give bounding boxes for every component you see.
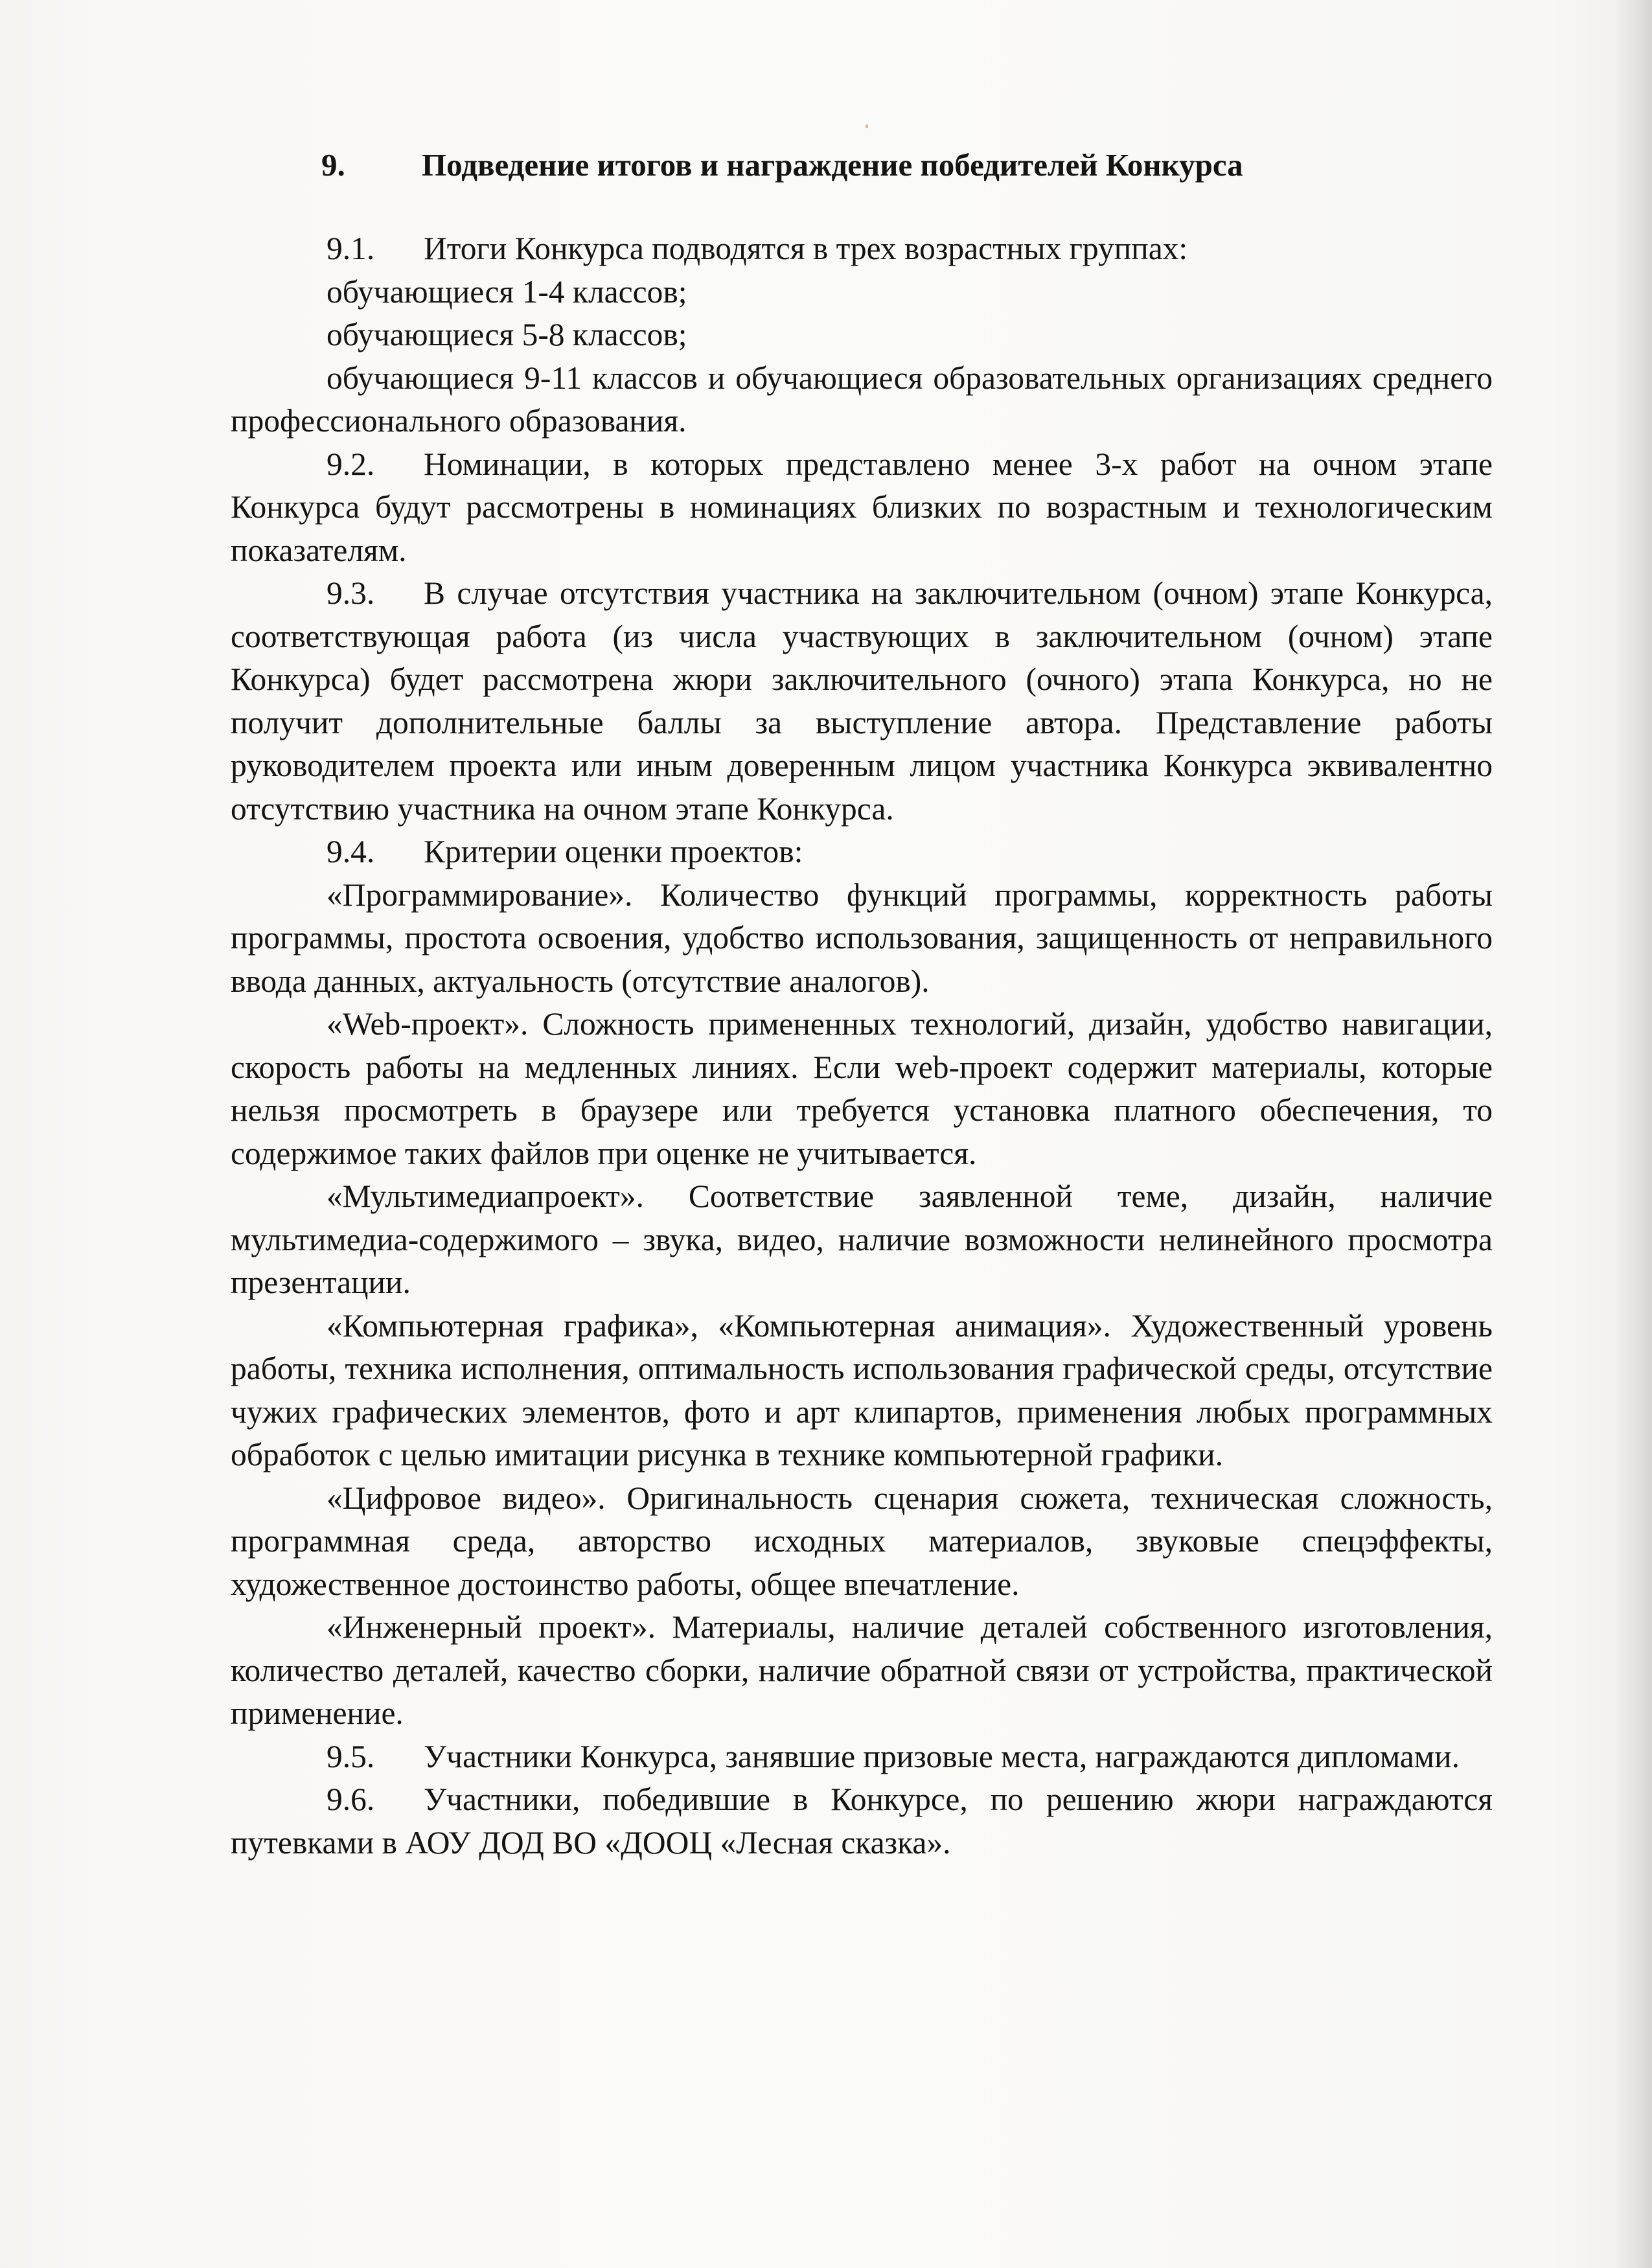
clause-9-4 <box>231 830 1493 874</box>
clause-number: 9.5. <box>327 1738 375 1774</box>
clause-9-6 <box>231 1778 1493 1864</box>
criteria-digital-video: «Цифровое видео». Оригинальность сценария сюжета, техническая сложность, программная среда, авторство исходных материалов, звуковые спецэффекты, художественное достоинство работы, общее впечатление. <box>231 1480 1493 1602</box>
clause-text: Итоги Конкурса подводятся в трех возрастных группах: <box>424 231 1188 266</box>
criteria-multimedia: «Мультимедиапроект». Соответствие заявленной теме, дизайн, наличие мультимедиа-содержимого – звука, видео, наличие возможности нелинейного просмотра презентации. <box>231 1178 1493 1300</box>
clause-text: Участники, победившие в Конкурсе, по решению жюри награждаются путевками в АОУ ДОД ВО «ДООЦ «Лесная сказка». <box>231 1781 1493 1861</box>
criteria-web-project: «Web-проект». Сложность примененных технологий, дизайн, удобство навигации, скорость работы на медленных линиях. Если web-проект содержит материалы, которые нельзя просмотреть в браузере или требуется установка платного обеспечения, то содержимое таких файлов при оценке не учитывается. <box>231 1006 1493 1171</box>
document-body <box>231 139 1493 1864</box>
age-group-item: обучающиеся 1-4 классов; <box>327 273 687 310</box>
clause-text: Номинации, в которых представлено менее 3-х работ на очном этапе Конкурса будут рассмотрены в номинациях близких по возрастным и технологическим показателям. <box>231 446 1493 568</box>
section-heading <box>231 139 1493 191</box>
clause-number: 9.6. <box>327 1781 375 1817</box>
clause-9-3 <box>231 572 1493 830</box>
age-group-item: обучающиеся 5-8 классов; <box>327 317 687 352</box>
clause-9-2 <box>231 443 1493 573</box>
clause-number: 9.1. <box>327 231 375 266</box>
clause-text: Участники Конкурса, занявшие призовые места, награждаются дипломами. <box>424 1738 1460 1774</box>
section-title: Подведение итогов и награждение победителей Конкурса <box>422 147 1243 183</box>
scan-edge-shadow <box>1613 0 1652 2268</box>
clause-text: Критерии оценки проектов: <box>424 834 803 869</box>
criteria-programming: «Программирование». Количество функций программы, корректность работы программы, простота освоения, удобство использования, защищенность от неправильного ввода данных, актуальность (отсутствие аналогов). <box>231 876 1493 999</box>
criteria-engineering: «Инженерный проект». Материалы, наличие деталей собственного изготовления, количество деталей, качество сборки, наличие обратной связи от устройства, практической применение. <box>231 1609 1493 1731</box>
clause-number: 9.3. <box>327 575 375 611</box>
section-number: 9. <box>321 147 345 183</box>
age-group-item: обучающиеся 9-11 классов и обучающиеся образовательных организациях среднего профессионального образования. <box>231 360 1493 439</box>
clause-9-1 <box>231 227 1493 271</box>
criteria-graphics-animation: «Компьютерная графика», «Компьютерная анимация». Художественный уровень работы, техника исполнения, оптимальность использования графической среды, отсутствие чужих графических элементов, фото и арт клипартов, применения любых программных обработок с целью имитации рисунка в технике компьютерной графики. <box>231 1307 1493 1472</box>
clause-number: 9.2. <box>327 446 375 482</box>
scan-speck <box>866 124 868 128</box>
clause-text: В случае отсутствия участника на заключительном (очном) этапе Конкурса, соответствующая работа (из числа участвующих в заключительном (очном) этапе Конкурса) будет рассмотрена жюри заключительного (очного) этапа Конкурса, но не получит дополнительные баллы за выступление автора. Представление работы руководителем проекта или иным доверенным лицом участника Конкурса эквивалентно отсутствию участника на очном этапе Конкурса. <box>231 575 1493 827</box>
clause-number: 9.4. <box>327 834 375 869</box>
clause-9-5 <box>231 1735 1493 1779</box>
